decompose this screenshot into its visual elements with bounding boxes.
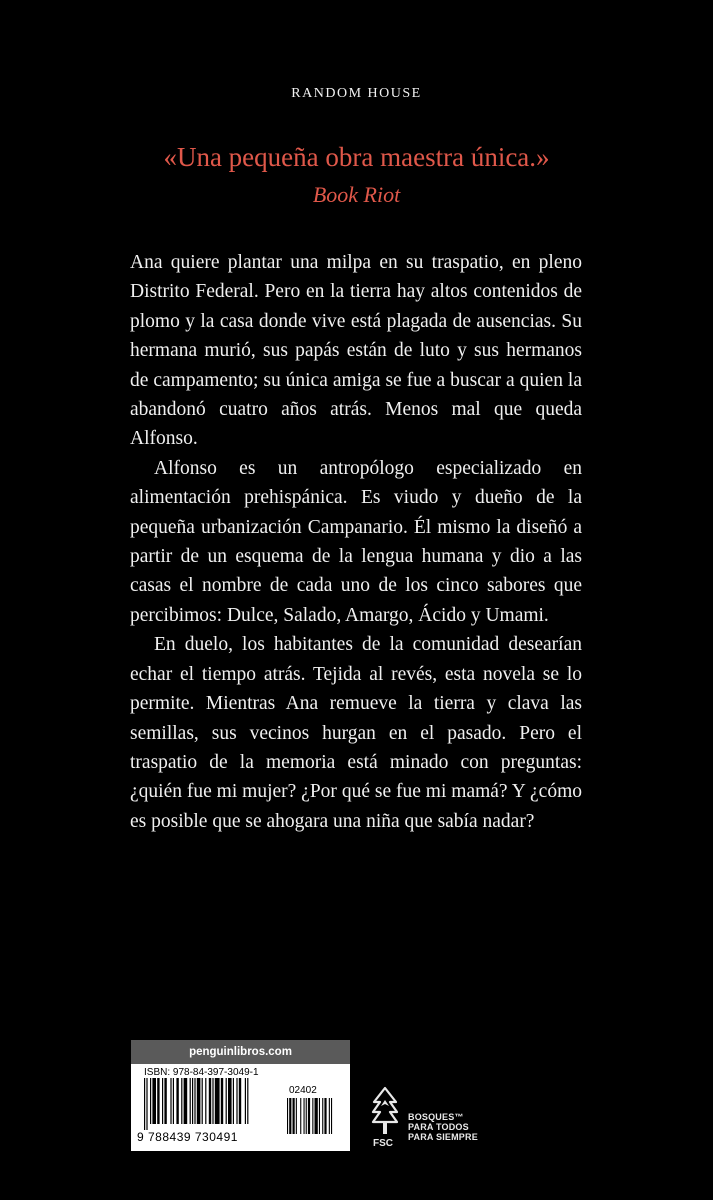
barcode-bar: [239, 1078, 241, 1124]
barcode-bar: [296, 1098, 297, 1134]
barcode-bar: [304, 1098, 305, 1134]
isbn-text: ISBN: 978-84-397-3049-1: [144, 1067, 259, 1078]
barcode-bar: [247, 1078, 248, 1124]
barcode-bar: [293, 1098, 295, 1134]
barcode-bar: [287, 1098, 288, 1134]
barcode-bar: [322, 1098, 323, 1134]
blurb-paragraph: Ana quiere plantar una milpa en su traspatio, en pleno Distrito Federal. Pero en la tierra hay altos contenidos de plomo y la casa donde vive está plagada de ausencias. Su hermana murió, sus papás están de luto y sus hermanos de campamento; su única amiga se fue a buscar a quien la abandonó cuatro años atrás. Menos mal que queda Alfonso.: [130, 252, 582, 450]
fsc-tagline-line: BOSQUES™: [408, 1112, 464, 1122]
price-code: 02402: [289, 1085, 317, 1096]
barcode-bar: [205, 1078, 206, 1124]
barcode-bar: [331, 1098, 332, 1134]
barcode-bar: [312, 1098, 313, 1134]
blurb-paragraph: Alfonso es un antropólogo especializado en alimentación prehispánica. Es viudo y dueño de la pequeña urbanización Campanario. Él mismo la diseñó a partir de un esquema de la lengua humana y dio a las casas el nombre de cada uno de los cinco sabores que percibimos: Dulce, Salado, Amargo, Ácido y Umami.: [130, 457, 582, 626]
barcode-bar: [308, 1098, 310, 1134]
barcode-bar: [162, 1078, 163, 1124]
barcode-bar: [192, 1078, 193, 1124]
barcode-bar: [329, 1098, 330, 1134]
barcode-bar: [146, 1078, 147, 1130]
barcode-box: [131, 1040, 350, 1151]
review-source: Book Riot: [312, 182, 401, 207]
barcode-bar: [150, 1078, 151, 1124]
publisher-url: penguinlibros.com: [131, 1040, 350, 1064]
barcode-bar: [226, 1078, 227, 1124]
barcode-bar: [202, 1078, 203, 1124]
fsc-tagline-line: PARA SIEMPRE: [408, 1132, 478, 1142]
fsc-tagline-line: PARA TODOS: [408, 1122, 469, 1132]
barcode-bar: [306, 1098, 307, 1134]
barcode-bar: [164, 1078, 166, 1124]
barcode-bar: [233, 1078, 234, 1124]
barcode-bar: [152, 1078, 156, 1124]
barcode-bar: [221, 1078, 223, 1124]
barcode-bar: [228, 1078, 232, 1124]
barcode-bar: [184, 1078, 188, 1124]
barcode-bar: [315, 1098, 318, 1134]
barcode-bar: [245, 1078, 246, 1124]
publisher-name: RANDOM HOUSE: [291, 86, 422, 101]
barcode-bar: [190, 1078, 191, 1124]
barcode-bar: [212, 1078, 213, 1124]
review-quote: «Una pequeña obra maestra única.»: [163, 142, 550, 172]
fsc-label: FSC: [373, 1138, 393, 1149]
blurb: [130, 248, 582, 836]
barcode-bars-icon: [144, 1078, 280, 1130]
barcode-bar: [319, 1098, 320, 1134]
barcode-bar: [209, 1078, 211, 1124]
barcode-bar: [324, 1098, 326, 1134]
barcode-bar: [157, 1078, 159, 1124]
barcode-bar: [300, 1098, 301, 1134]
barcode-bar: [197, 1078, 201, 1124]
addon-barcode-bars-icon: [287, 1098, 339, 1146]
barcode-bar: [176, 1078, 178, 1124]
fsc-tagline: [408, 1112, 478, 1142]
barcode-bar: [181, 1078, 182, 1124]
blurb-paragraph: En duelo, los habitantes de la comunidad desearían echar el tiempo atrás. Tejida al revés, esta novela se lo permite. Mientras Ana remueve la tierra y clava las semillas, sus vecinos hurgan en el pasado. Pero el traspatio de la memoria está minado con preguntas: ¿quién fue mi mujer? ¿Por qué se fue mi mamá? Y ¿cómo es posible que se ahogara una niña que sabía nadar?: [130, 634, 582, 832]
barcode-bar: [194, 1078, 195, 1124]
barcode-bar: [236, 1078, 237, 1124]
barcode-bar: [289, 1098, 291, 1134]
barcode-bar: [215, 1078, 220, 1124]
barcode-bar: [173, 1078, 174, 1124]
ean-digits: 9 788439 730491: [137, 1130, 238, 1144]
barcode-bar: [170, 1078, 171, 1124]
barcode-bar: [144, 1078, 145, 1130]
